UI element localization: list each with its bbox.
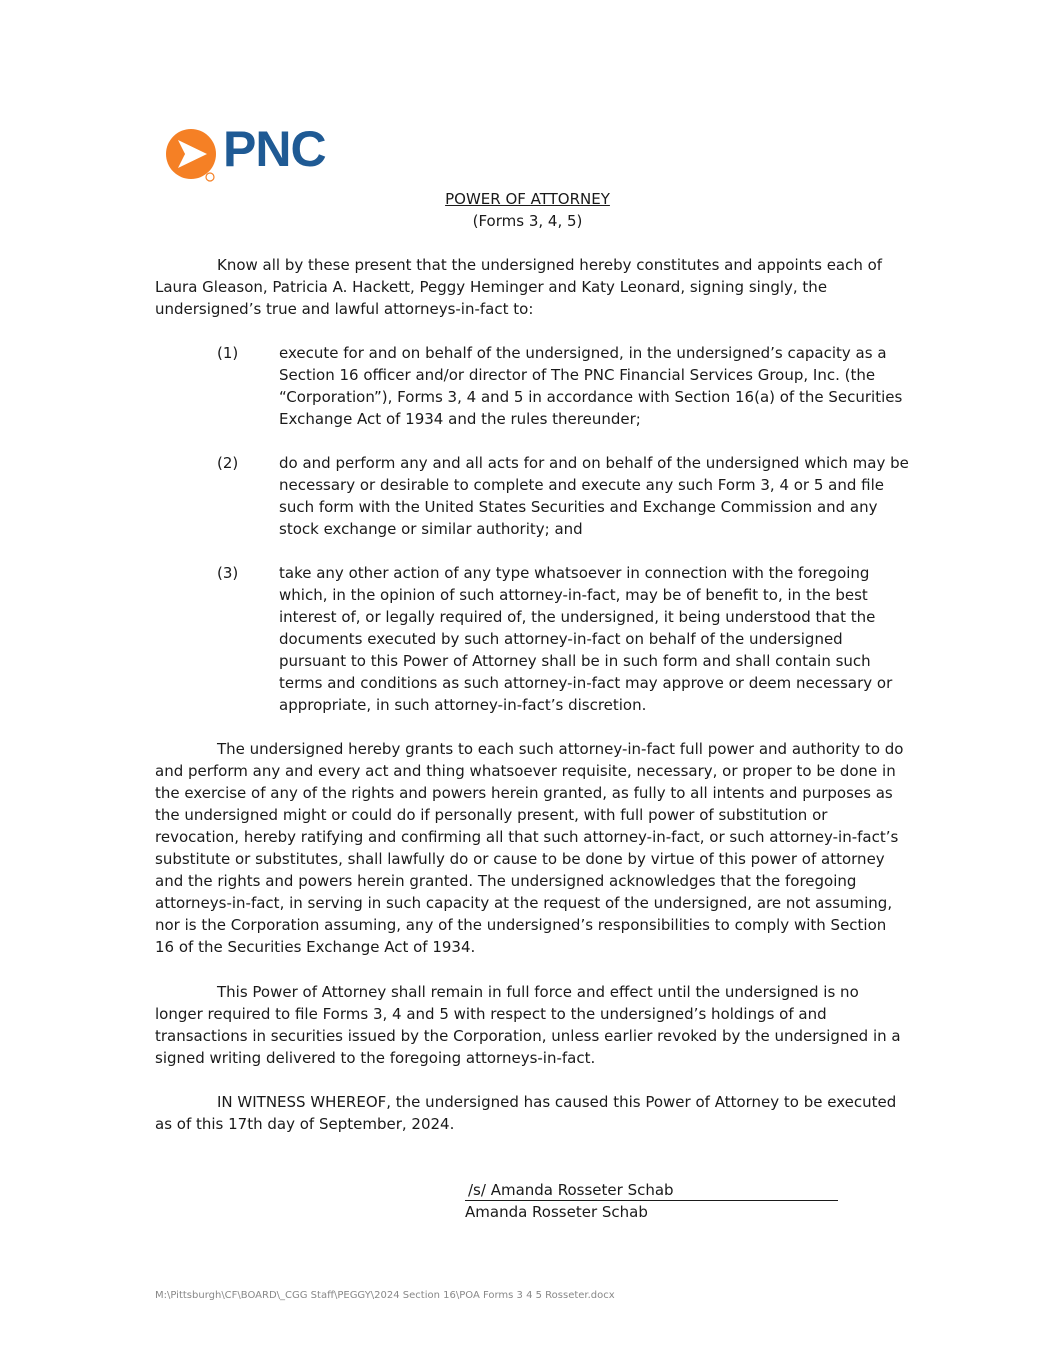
file-path-footer: M:\Pittsburgh\CF\BOARD\_CGG Staff\PEGGY\2024 Section 16\POA Forms 3 4 5 Rosseter.docx (155, 1290, 615, 1301)
witness-paragraph: IN WITNESS WHEREOF, the undersigned has caused this Power of Attorney to be executed as of this 17th day of September, 2024. (155, 1093, 897, 1133)
intro-paragraph: Know all by these present that the undersigned hereby constitutes and appoints each of Laura Gleason, Patricia A. Hackett, Peggy Heminger and Katy Leonard, signing singly, the undersigned’s true and lawful attorneys-in-fact to: (155, 256, 883, 318)
signer-name: Amanda Rosseter Schab (465, 1203, 648, 1221)
document-title: POWER OF ATTORNEY (445, 190, 610, 208)
item-text: take any other action of any type whatsoever in connection with the foregoing which, in the opinion of such attorney-in-fact, may be of benefit to, in the best interest of, or legally required of, the undersigned, it being understood that the documents executed by such attorney-in-fact on behalf of the undersigned pursuant to this Power of Attorney shall be in such form and shall contain such terms and conditions as such attorney-in-fact may approve or deem necessary or appropriate, in such attorney-in-fact’s discretion. (279, 564, 893, 714)
item-number: (1) (217, 344, 239, 362)
pnc-logo (165, 121, 340, 184)
item-number: (2) (217, 454, 239, 472)
item-text: execute for and on behalf of the undersigned, in the undersigned’s capacity as a Section 16 officer and/or director of The PNC Financial Services Group, Inc. (the “Corporation”), Forms 3, 4 and 5 in accordance with Section 16(a) of the Securities Exchange Act of 1934 and the rules thereunder; (279, 344, 903, 428)
document-subtitle: (Forms 3, 4, 5) (472, 212, 583, 230)
pnc-arrow-logo-icon (165, 128, 221, 184)
item-text: do and perform any and all acts for and on behalf of the undersigned which may be necessary or desirable to complete and execute any such Form 3, 4 or 5 and file such form with the United States Securities and Exchange Commission and any stock exchange or similar authority; and (279, 454, 909, 538)
term-paragraph: This Power of Attorney shall remain in full force and effect until the undersigned is no longer required to file Forms 3, 4 and 5 with respect to the undersigned’s holdings of and transactions in securities issued by the Corporation, unless earlier revoked by the undersigned in a signed writing delivered to the foregoing attorneys-in-fact. (155, 983, 901, 1067)
signature-line: /s/ Amanda Rosseter Schab (465, 1179, 838, 1201)
item-number: (3) (217, 564, 239, 582)
logo-wordmark: PNC (223, 121, 326, 177)
grant-paragraph: The undersigned hereby grants to each such attorney-in-fact full power and authority to do and perform any and every act and thing whatsoever requisite, necessary, or proper to be done in the exercise of any of the rights and powers herein granted, as fully to all intents and purposes as the undersigned might or could do if personally present, with full power of substitution or revocation, hereby ratifying and confirming all that such attorney-in-fact, or such attorney-in-fact’s substitute or substitutes, shall lawfully do or cause to be done by virtue of this power of attorney and the rights and powers herein granted. The undersigned acknowledges that the foregoing attorneys-in-fact, in serving in such capacity at the request of the undersigned, are not assuming, nor is the Corporation assuming, any of the undersigned’s responsibilities to comply with Section 16 of the Securities Exchange Act of 1934. (155, 740, 904, 956)
